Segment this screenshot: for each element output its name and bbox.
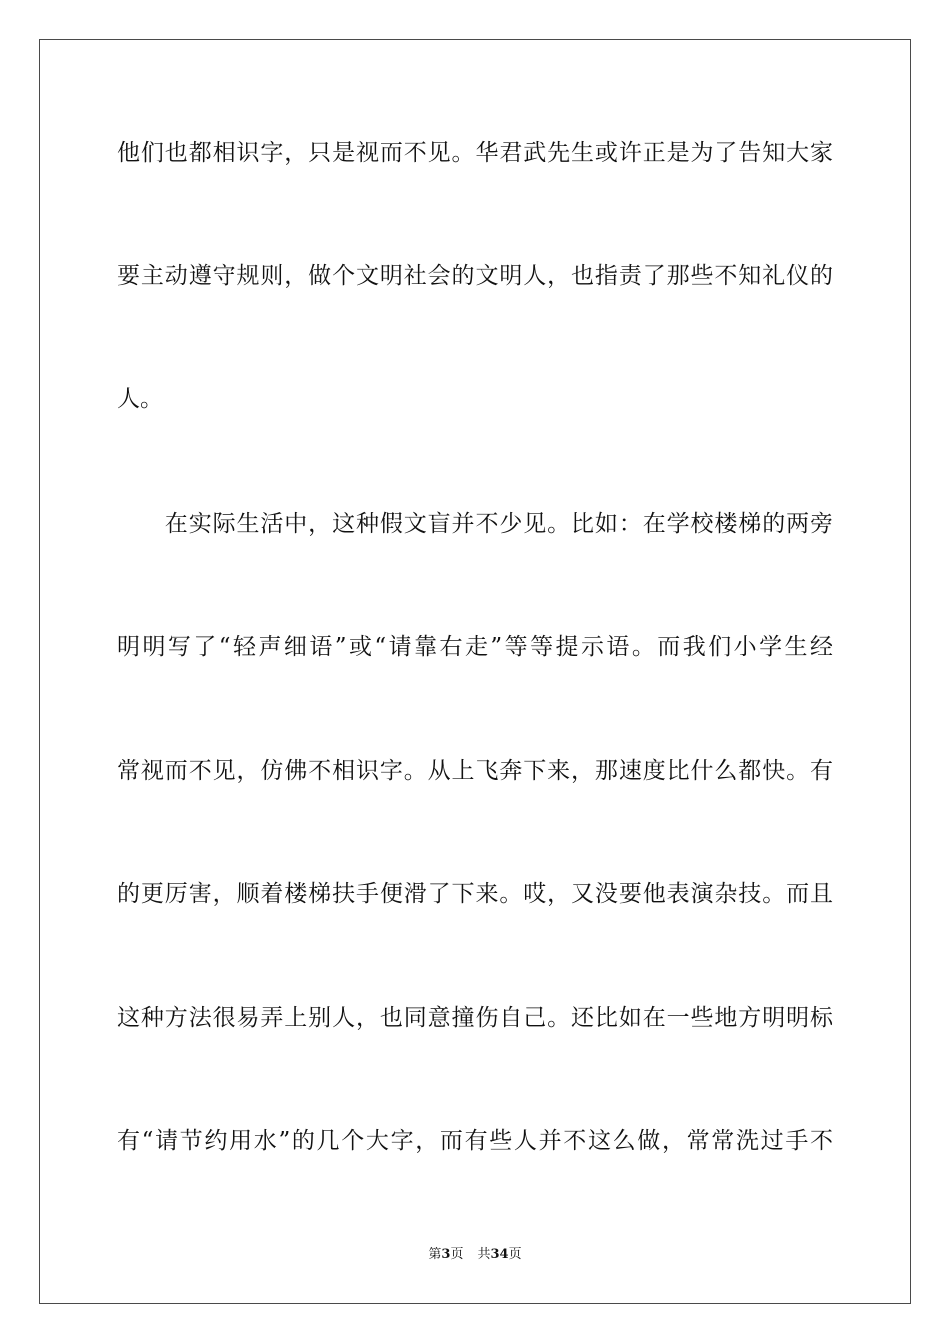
text-line: 的更厉害，顺着楼梯扶手便滑了下来。哎，又没要他表演杂技。而且 (117, 881, 833, 907)
text-line: 要主动遵守规则，做个文明社会的文明人，也指责了那些不知礼仪的 (117, 263, 833, 289)
text-line: 在实际生活中，这种假文盲并不少见。比如：在学校楼梯的两旁 (117, 511, 833, 537)
text-line: 明明写了“轻声细语”或“请靠右走”等等提示语。而我们小学生经 (117, 634, 833, 660)
total-suffix: 页 (508, 1247, 522, 1262)
page-prefix: 第 (428, 1247, 442, 1262)
page-number: 3 (441, 1247, 451, 1262)
page-footer (0, 1246, 950, 1264)
text-line: 这种方法很易弄上别人，也同意撞伤自己。还比如在一些地方明明标 (117, 1005, 833, 1031)
total-prefix: 共 (477, 1247, 491, 1262)
text-line: 常视而不见，仿佛不相识字。从上飞奔下来，那速度比什么都快。有 (117, 758, 833, 784)
page-border (39, 39, 911, 1304)
text-line: 他们也都相识字，只是视而不见。华君武先生或许正是为了告知大家 (117, 140, 833, 166)
total-pages: 34 (490, 1247, 509, 1262)
page-suffix: 页 (450, 1247, 464, 1262)
text-line: 人。 (117, 386, 163, 412)
text-line: 有“请节约用水”的几个大字，而有些人并不这么做，常常洗过手不 (117, 1128, 833, 1154)
